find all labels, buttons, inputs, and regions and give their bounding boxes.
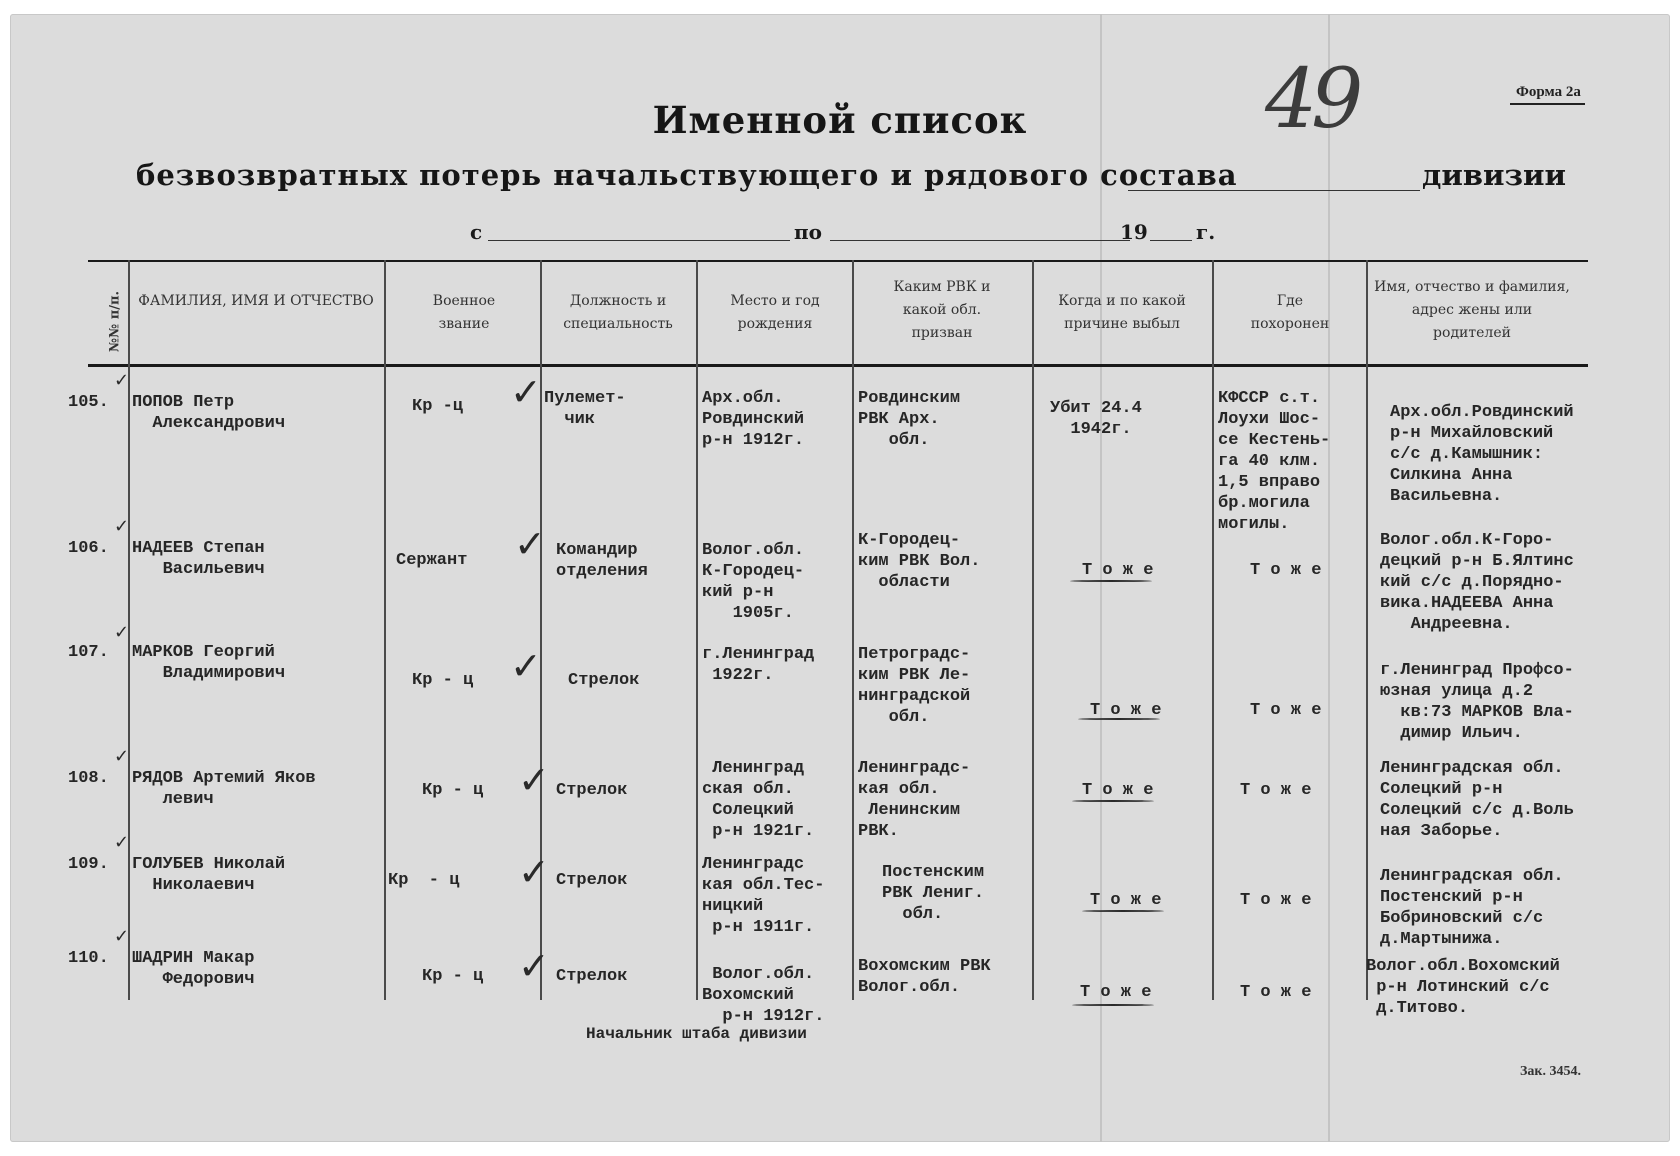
birth-place-year: Волог.обл. Вохомский р-н 1912г.	[702, 965, 825, 1026]
underline-mark	[1078, 718, 1160, 720]
position: Стрелок	[556, 967, 628, 986]
column-divider	[384, 260, 386, 1000]
document-sheet	[10, 14, 1670, 1142]
birth-place-year: Волог.обл. К-Городец- кий р-н 1905г.	[702, 541, 805, 623]
conscription-rvk: К-Городец- ким РВК Вол. области	[858, 531, 981, 592]
birth-place-year: Ленинград ская обл. Солецкий р-н 1921г.	[702, 759, 815, 841]
departure-reason: Т о ж е	[1082, 561, 1154, 580]
position: Командир отделения	[556, 541, 648, 581]
underline-mark	[1070, 580, 1152, 582]
header-relatives: Имя, отчество и фамилия, адрес жены или родителей	[1374, 279, 1570, 341]
burial-place: Т о ж е	[1250, 561, 1322, 580]
year-blank	[1150, 240, 1192, 241]
military-rank: Кр - ц	[412, 671, 474, 690]
underline-mark	[1072, 1004, 1154, 1006]
burial-place: Т о ж е	[1250, 701, 1322, 720]
check-mark-icon: ✓	[510, 370, 542, 414]
column-divider	[1032, 260, 1034, 1000]
military-rank: Кр -ц	[412, 397, 464, 416]
document-title: Именной список	[652, 98, 1028, 142]
check-mark-icon: ✓	[514, 522, 546, 566]
relatives-address: Волог.обл.Вохомский р-н Лотинский с/с д.Титово.	[1366, 957, 1560, 1018]
row-number: 110.	[68, 949, 109, 968]
position: Пулемет- чик	[544, 389, 626, 429]
check-mark-icon: ✓	[510, 644, 542, 688]
underline-mark	[1082, 910, 1164, 912]
year-prefix: 19	[1120, 220, 1148, 244]
date-to-label: по	[794, 220, 822, 244]
table-header-rule	[88, 364, 1588, 367]
column-divider	[696, 260, 698, 1000]
position: Стрелок	[556, 871, 628, 890]
relatives-address: Волог.обл.К-Горо- децкий р-н Б.Ялтинс кий с/с д.Порядно- вика.НАДЕЕВА Анна Андреевна.	[1380, 531, 1574, 634]
date-from-label: с	[470, 220, 483, 244]
form-label: Форма 2а	[1510, 84, 1585, 105]
conscription-rvk: Постенским РВК Лениг. обл.	[882, 863, 985, 924]
departure-reason: Т о ж е	[1090, 701, 1162, 720]
check-mark-icon: ✓	[114, 516, 130, 537]
underline-mark	[1072, 800, 1154, 802]
relatives-address: Ленинградская обл. Постенский р-н Бобриновский с/с д.Мартынижа.	[1380, 867, 1564, 949]
military-rank: Кр - ц	[422, 967, 484, 986]
column-divider	[1212, 260, 1214, 1000]
row-number: 106.	[68, 539, 109, 558]
document-subtitle: безвозвратных потерь начальствующего и рядового состава	[136, 158, 1238, 192]
subtitle-end: дивизии	[1422, 158, 1567, 192]
header-number: №№ п/п.	[107, 290, 123, 353]
row-number: 107.	[68, 643, 109, 662]
row-number: 109.	[68, 855, 109, 874]
row-number: 105.	[68, 393, 109, 412]
conscription-rvk: Вохомским РВК Волог.обл.	[858, 957, 991, 997]
departure-reason: Убит 24.4 1942г.	[1050, 399, 1142, 439]
position: Стрелок	[568, 671, 640, 690]
military-rank: Кр - ц	[422, 781, 484, 800]
departure-reason: Т о ж е	[1090, 891, 1162, 910]
year-suffix: г.	[1196, 220, 1216, 244]
position: Стрелок	[556, 781, 628, 800]
fold-line	[1328, 14, 1330, 1142]
birth-place-year: Арх.обл. Ровдинский р-н 1912г.	[702, 389, 805, 450]
header-buried: Где похоронен	[1250, 293, 1330, 332]
soldier-name: НАДЕЕВ Степан Васильевич	[132, 539, 265, 579]
soldier-name: МАРКОВ Георгий Владимирович	[132, 643, 286, 683]
header-name: ФАМИЛИЯ, ИМЯ И ОТЧЕСТВО	[138, 293, 374, 309]
relatives-address: г.Ленинград Профсо- юзная улица д.2 кв:73 МАРКОВ Вла- димир Ильич.	[1380, 661, 1574, 743]
check-mark-icon: ✓	[114, 370, 130, 391]
column-divider	[852, 260, 854, 1000]
military-rank: Сержант	[396, 551, 468, 570]
division-blank	[1128, 190, 1420, 191]
military-rank: Кр - ц	[388, 871, 460, 890]
header-when: Когда и по какой причине выбыл	[1058, 293, 1186, 332]
relatives-address: Ленинградская обл. Солецкий р-н Солецкий с/с д.Воль ная Заборье.	[1380, 759, 1574, 841]
burial-place: Т о ж е	[1240, 781, 1312, 800]
column-divider	[1366, 260, 1368, 1000]
table-top-rule	[88, 260, 1588, 262]
birth-place-year: Ленинградс кая обл.Тес- ницкий р-н 1911г.	[702, 855, 825, 937]
birth-place-year: г.Ленинград 1922г.	[702, 645, 815, 685]
soldier-name: ГОЛУБЕВ Николай Николаевич	[132, 855, 286, 895]
order-number: Зак. 3454.	[1520, 1064, 1581, 1079]
check-mark-icon: ✓	[114, 622, 130, 643]
check-mark-icon: ✓	[518, 758, 550, 802]
departure-reason: Т о ж е	[1080, 983, 1152, 1002]
check-mark-icon: ✓	[114, 926, 130, 947]
burial-place: Т о ж е	[1240, 983, 1312, 1002]
date-to-blank	[830, 240, 1130, 241]
date-from-blank	[488, 240, 790, 241]
header-rvk: Каким РВК и какой обл. призван	[893, 279, 991, 341]
header-position: Должность и специальность	[563, 293, 673, 332]
handwritten-page-number: 49	[1265, 52, 1358, 147]
burial-place: Т о ж е	[1240, 891, 1312, 910]
header-birth: Место и год рождения	[730, 293, 820, 332]
signature-line: Начальник штаба дивизии	[586, 1025, 807, 1043]
header-rank: Военное звание	[432, 293, 496, 332]
conscription-rvk: Петроградс- ким РВК Ле- нинградской обл.	[858, 645, 971, 727]
relatives-address: Арх.обл.Ровдинский р-н Михайловский с/с д.Камышник: Силкина Анна Васильевна.	[1390, 403, 1574, 506]
row-number: 108.	[68, 769, 109, 788]
departure-reason: Т о ж е	[1082, 781, 1154, 800]
check-mark-icon: ✓	[518, 944, 550, 988]
burial-place: КФССР с.т. Лоухи Шос- се Кестень- га 40 клм. 1,5 вправо бр.могила могилы.	[1218, 389, 1331, 534]
conscription-rvk: Ленинградс- кая обл. Ленинским РВК.	[858, 759, 971, 841]
soldier-name: ПОПОВ Петр Александрович	[132, 393, 286, 433]
soldier-name: РЯДОВ Артемий Яков левич	[132, 769, 316, 809]
check-mark-icon: ✓	[518, 850, 550, 894]
soldier-name: ШАДРИН Макар Федорович	[132, 949, 255, 989]
check-mark-icon: ✓	[114, 832, 130, 853]
check-mark-icon: ✓	[114, 746, 130, 767]
conscription-rvk: Ровдинским РВК Арх. обл.	[858, 389, 961, 450]
